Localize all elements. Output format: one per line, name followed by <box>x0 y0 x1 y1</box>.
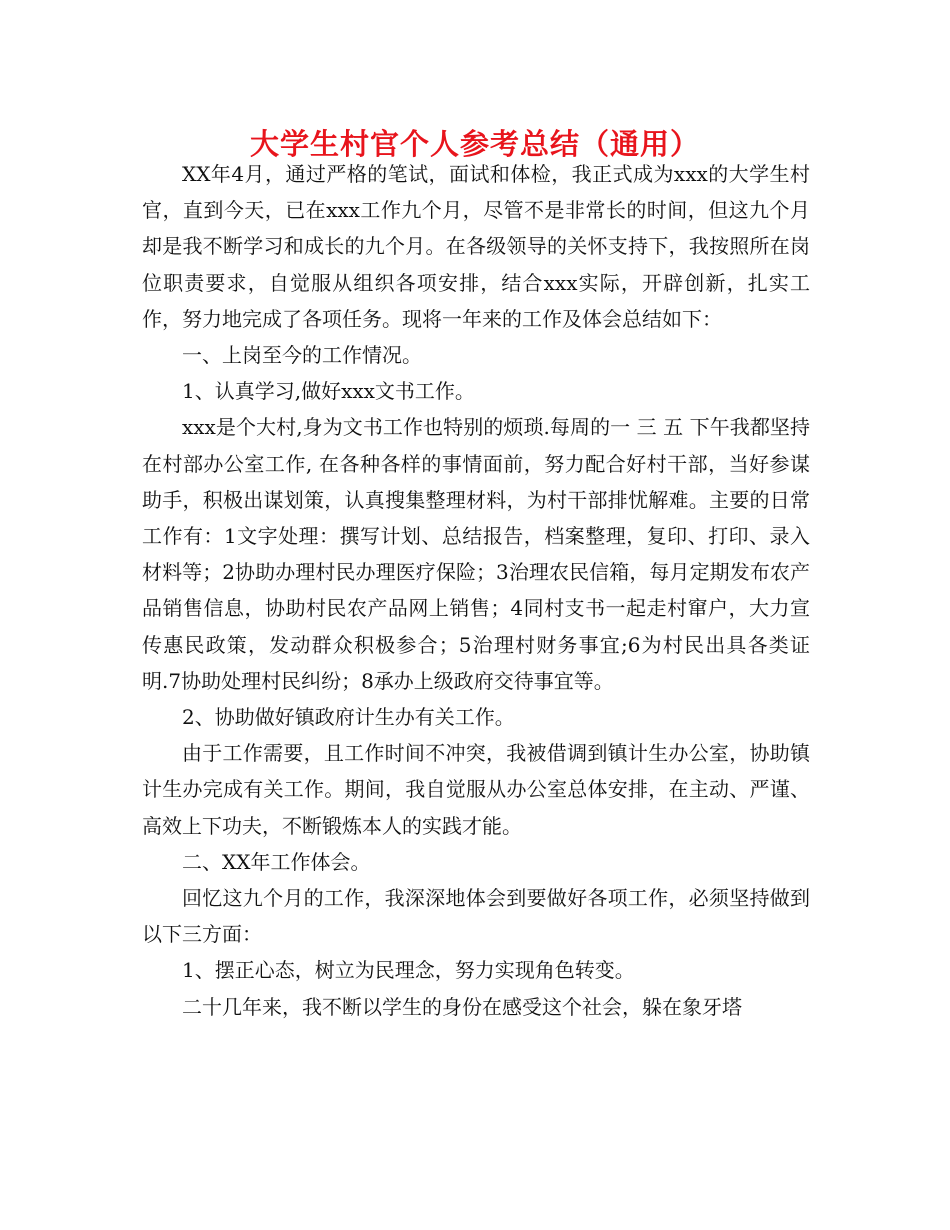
subheading-1-1: 1、认真学习,做好xxx文书工作。 <box>182 379 475 404</box>
paragraph-clerical-work: xxx是个大村,身为文书工作也特别的烦琐.每周的一 三 五 下午我都坚持在村部办公室工作, 在各种各样的事情面前，努力配合好村干部，当好参谋助手，积极出谋划策，认真搜集整理材料，为村干部排忧解难。主要的日常工作有：1文字处理：撰写计划、总结报告，档案整理，复印、打印、录入材料等；2协助办理村民办理医疗保险；3治理农民信箱，每月定期发布农产品销售信息，协助村民农产品网上销售；4同村支书一起走村窜户，大力宣传惠民政策，发动群众积极参合；5治理村财务事宜;6为村民出具各类证明.7协助处理村民纠纷；8承办上级政府交待事宜等。 <box>142 415 810 693</box>
document-title: 大学生村官个人参考总结（通用） <box>249 127 700 161</box>
section-heading-1: 一、上岗至今的工作情况。 <box>182 343 422 368</box>
paragraph-reflection: 回忆这九个月的工作，我深深地体会到要做好各项工作，必须坚持做到以下三方面： <box>142 886 810 947</box>
section-heading-2: 二、XX年工作体会。 <box>182 849 371 874</box>
paragraph-mindset: 二十几年来，我不断以学生的身份在感受这个社会，躲在象牙塔 <box>182 994 742 1019</box>
subheading-2-1: 1、摆正心态，树立为民理念，努力实现角色转变。 <box>182 958 635 983</box>
document-body <box>142 156 810 1025</box>
paragraph-family-planning: 由于工作需要，且工作时间不冲突，我被借调到镇计生办公室，协助镇计生办完成有关工作。期间，我自觉服从办公室总体安排，在主动、严谨、高效上下功夫，不断锻炼本人的实践才能。 <box>142 741 810 838</box>
paragraph-intro: XX年4月，通过严格的笔试，面试和体检，我正式成为xxx的大学生村官，直到今天，已在xxx工作九个月，尽管不是非常长的时间，但这九个月却是我不断学习和成长的九个月。在各级领导的关怀支持下，我按照所在岗位职责要求，自觉服从组织各项安排，结合xxx实际，开辟创新，扎实工作，努力地完成了各项任务。现将一年来的工作及体会总结如下： <box>142 162 810 331</box>
subheading-1-2: 2、协助做好镇政府计生办有关工作。 <box>182 705 515 730</box>
